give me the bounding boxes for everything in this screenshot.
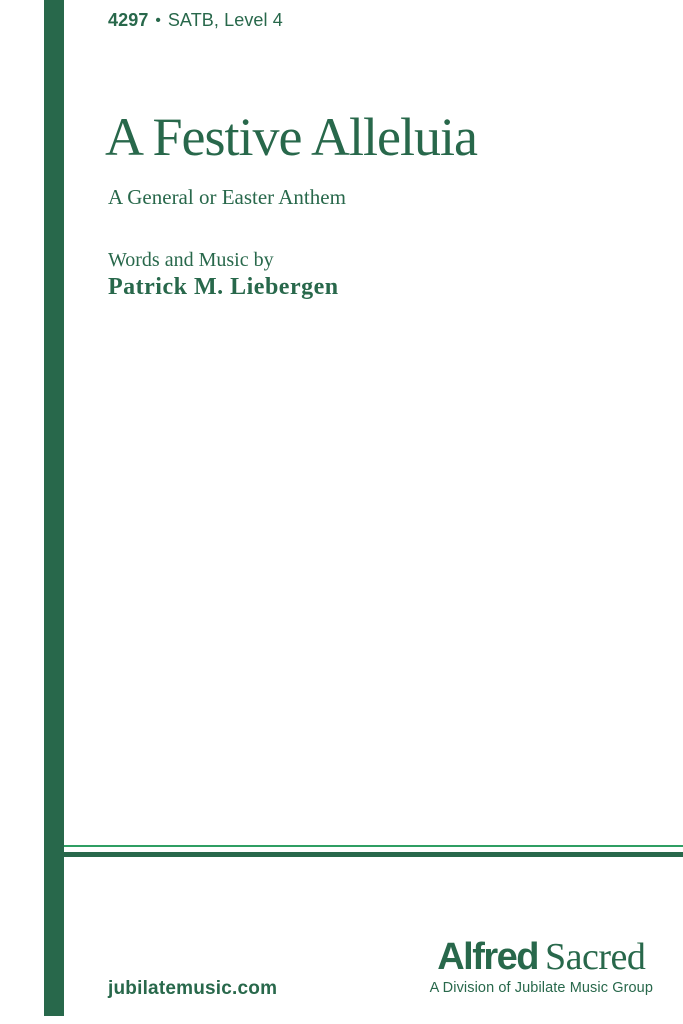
- composer-name: Patrick M. Liebergen: [108, 274, 339, 300]
- publisher-brand-sacred: Sacred: [544, 936, 646, 978]
- divider-thin-rule: [64, 845, 683, 847]
- publisher-logo: [430, 938, 653, 976]
- voicing-level: SATB, Level 4: [167, 10, 283, 30]
- catalog-info-line: [108, 10, 283, 31]
- piece-subtitle: A General or Easter Anthem: [108, 185, 346, 209]
- divider-thick-rule: [44, 852, 683, 857]
- bullet-separator: •: [155, 12, 161, 29]
- publisher-tagline: A Division of Jubilate Music Group: [429, 980, 653, 996]
- piece-title: A Festive Alleluia: [105, 107, 477, 167]
- publisher-logo-block: [430, 938, 653, 996]
- publisher-website: jubilatemusic.com: [108, 978, 278, 999]
- publisher-brand-alfred: Alfred: [437, 936, 538, 978]
- left-accent-bar: [44, 0, 64, 1016]
- catalog-number: 4297: [108, 10, 149, 30]
- credit-intro: Words and Music by: [108, 249, 274, 271]
